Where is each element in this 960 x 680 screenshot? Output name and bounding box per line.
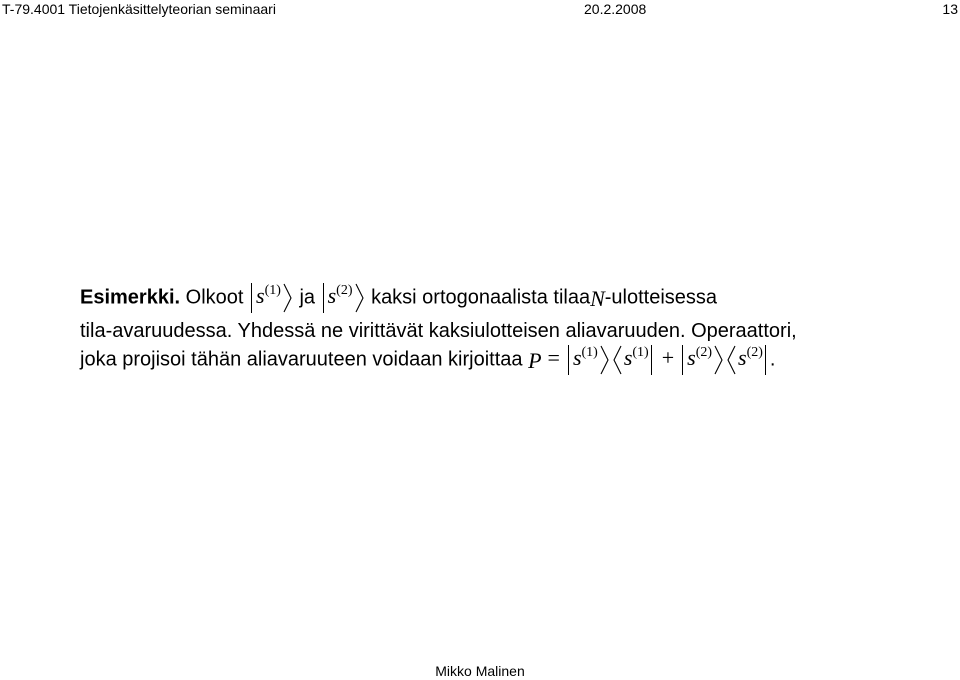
ket-s1 xyxy=(566,345,611,375)
superscript-2: (2) xyxy=(746,345,763,361)
symbol-s: s xyxy=(738,345,747,371)
superscript-1: (1) xyxy=(632,345,649,361)
symbol-P: P xyxy=(528,347,542,373)
right-angle-bracket-icon xyxy=(283,283,292,313)
left-angle-bracket-icon xyxy=(613,345,622,375)
course-title: T-79.4001 Tietojenkäsittelyteorian seminaari xyxy=(2,1,276,17)
ket-s2 xyxy=(321,283,366,313)
equals-sign: = xyxy=(547,345,560,371)
ket-s1 xyxy=(249,283,294,313)
paragraph-line-2: tila-avaruudessa. Yhdessä ne virittävät kaksiulotteisen aliavaruuden. Operaattori, xyxy=(80,320,797,342)
ket-bar xyxy=(251,283,252,313)
text-ulotteisessa: -ulotteisessa xyxy=(604,286,718,309)
paragraph-line-3 xyxy=(80,345,940,371)
bra-s2 xyxy=(725,345,770,375)
superscript-2: (2) xyxy=(695,345,713,361)
symbol-s: s xyxy=(623,345,633,371)
bra-bar xyxy=(765,345,766,375)
ket-s2 xyxy=(680,345,725,375)
symbol-s: s xyxy=(256,283,265,309)
right-angle-bracket-icon xyxy=(355,283,364,313)
ket-bar xyxy=(568,345,569,375)
slide-body xyxy=(80,283,940,371)
symbol-N: N xyxy=(590,285,605,311)
slide-header xyxy=(0,0,960,18)
sentence-period: . xyxy=(769,348,776,371)
symbol-s: s xyxy=(327,283,337,309)
superscript-2: (2) xyxy=(336,283,353,299)
bra-bar xyxy=(651,345,652,375)
symbol-s: s xyxy=(572,345,582,371)
text-joka-projisoi: joka projisoi tähän aliavaruuteen voidaan kirjoittaa xyxy=(80,348,523,371)
slide-footer xyxy=(0,663,960,679)
ket-bar xyxy=(682,345,683,375)
text-ja: ja xyxy=(299,286,316,309)
paragraph-line-1 xyxy=(80,283,940,319)
plus-sign: + xyxy=(661,345,675,371)
bra-s1 xyxy=(611,345,656,375)
text-olkoot: Olkoot xyxy=(185,286,244,309)
symbol-s: s xyxy=(687,345,696,371)
slide-date: 20.2.2008 xyxy=(584,1,647,17)
ket-bar xyxy=(323,283,324,313)
right-angle-bracket-icon xyxy=(600,345,609,375)
slide-number: 13 xyxy=(942,1,958,17)
text-kaksi-ortogonaalista: kaksi ortogonaalista tilaa xyxy=(371,286,591,309)
left-angle-bracket-icon xyxy=(727,345,736,375)
example-label: Esimerkki. xyxy=(80,286,181,309)
author-name: Mikko Malinen xyxy=(435,663,525,679)
superscript-1: (1) xyxy=(581,345,598,361)
right-angle-bracket-icon xyxy=(714,345,723,375)
superscript-1: (1) xyxy=(264,283,281,299)
